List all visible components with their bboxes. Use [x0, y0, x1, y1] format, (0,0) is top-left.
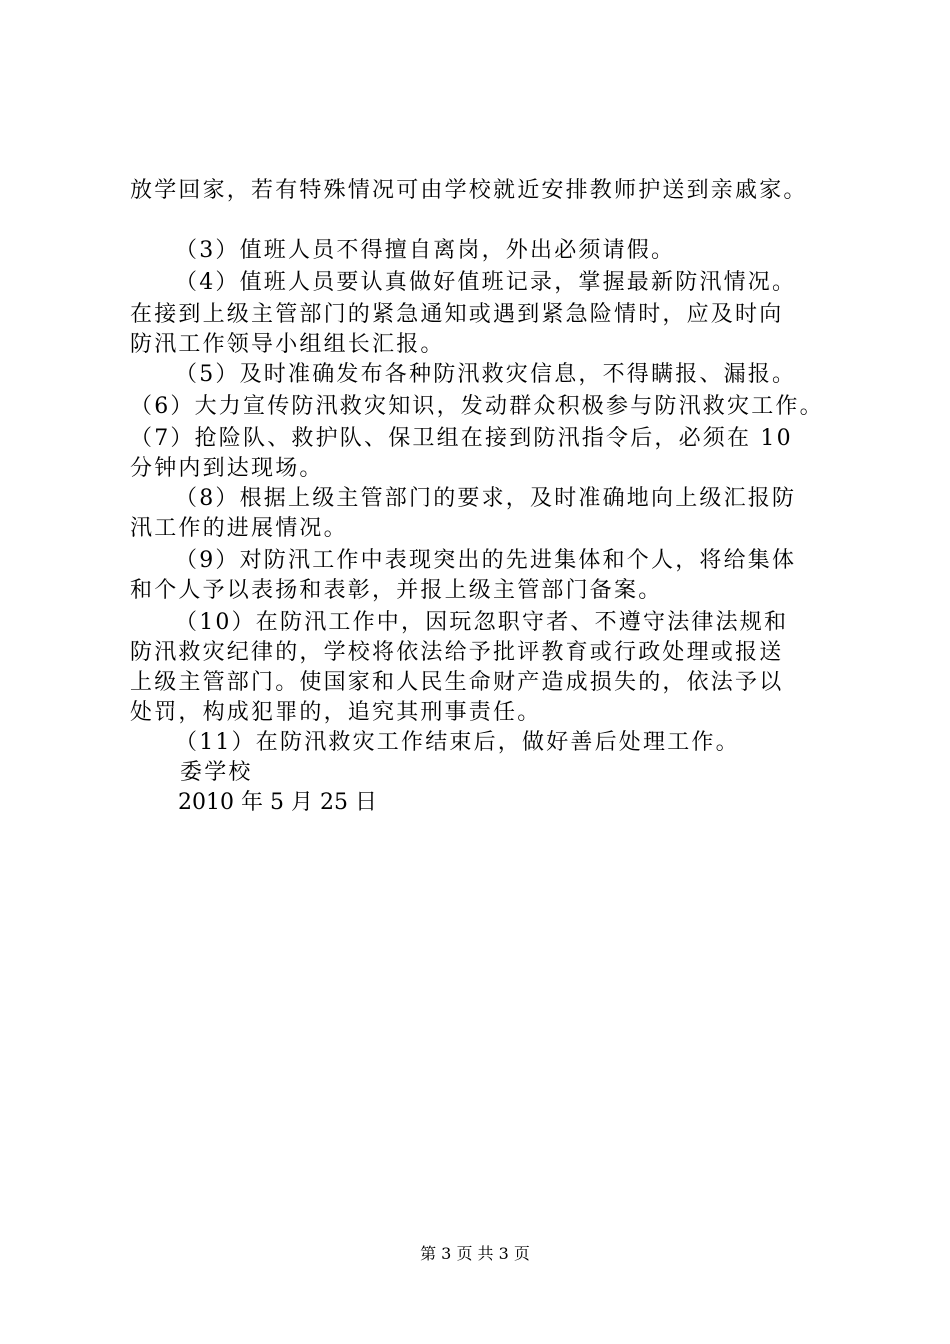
body-line: 防汛工作领导小组组长汇报。	[130, 332, 445, 357]
body-line: 在接到上级主管部门的紧急通知或遇到紧急险情时，应及时向	[130, 302, 784, 327]
body-line: 上级主管部门。使国家和人民生命财产造成损失的，依法予以	[130, 670, 784, 695]
body-line: 和个人予以表扬和表彰，并报上级主管部门备案。	[130, 578, 663, 603]
body-line: 防汛救灾纪律的，学校将依法给予批评教育或行政处理或报送	[130, 640, 784, 665]
body-line: 汛工作的进展情况。	[130, 516, 348, 541]
body-line: （3）值班人员不得擅自离岗，外出必须请假。	[175, 238, 676, 263]
body-line: 处罚，构成犯罪的，追究其刑事责任。	[130, 700, 542, 725]
body-line: （7）抢险队、救护队、保卫组在接到防汛指令后，必须在 10	[130, 426, 793, 451]
body-line: （10）在防汛工作中，因玩忽职守者、不遵守法律法规和	[175, 610, 789, 635]
body-line: （11）在防汛救灾工作结束后，做好善后处理工作。	[175, 730, 740, 755]
body-line: （4）值班人员要认真做好值班记录，掌握最新防汛情况。	[175, 270, 797, 295]
page-footer: 第 3 页 共 3 页	[420, 1244, 530, 1263]
signature: 委学校	[180, 760, 253, 785]
body-line: （8）根据上级主管部门的要求，及时准确地向上级汇报防	[175, 486, 797, 511]
body-line: 分钟内到达现场。	[130, 456, 324, 481]
document-date: 2010 年 5 月 25 日	[178, 790, 377, 815]
body-line: （6）大力宣传防汛救灾知识，发动群众积极参与防汛救灾工作。	[130, 394, 824, 419]
body-line: 放学回家，若有特殊情况可由学校就近安排教师护送到亲戚家。	[130, 178, 808, 203]
body-line: （9）对防汛工作中表现突出的先进集体和个人，将给集体	[175, 548, 797, 573]
body-line: （5）及时准确发布各种防汛救灾信息，不得瞒报、漏报。	[175, 362, 797, 387]
